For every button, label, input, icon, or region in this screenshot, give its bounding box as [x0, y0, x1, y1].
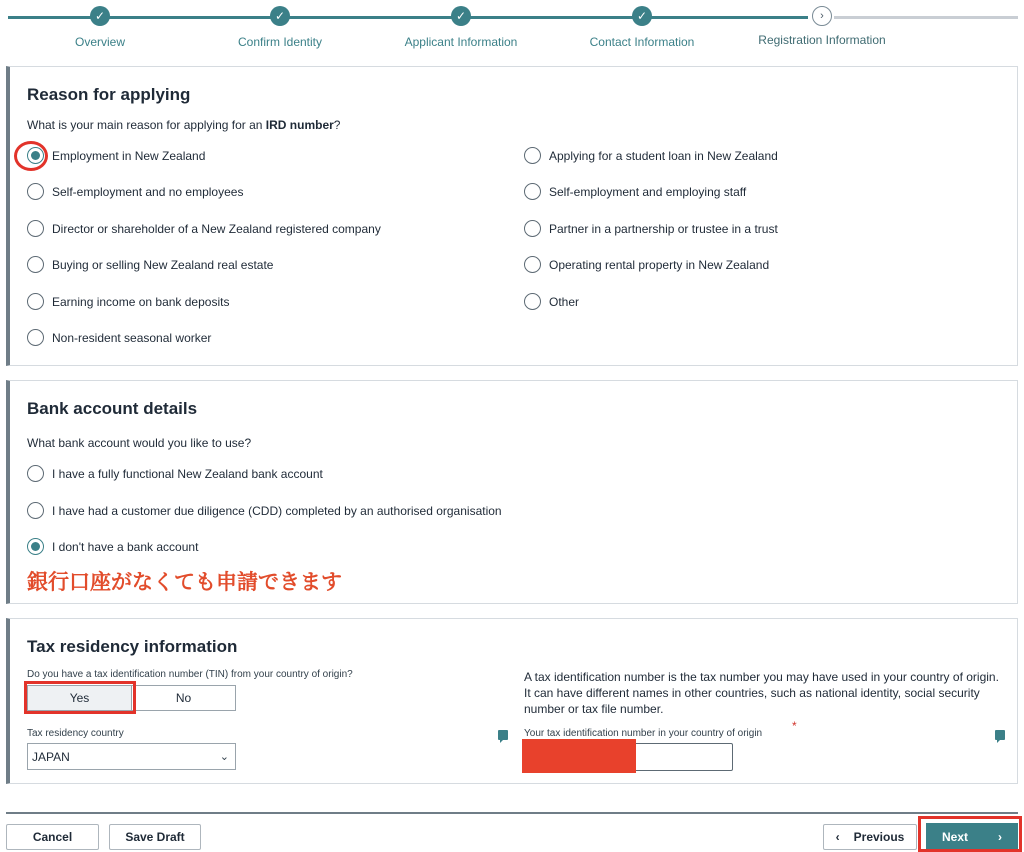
radio-button[interactable] — [524, 147, 541, 164]
annotation-box — [918, 816, 1022, 852]
radio-label: Non-resident seasonal worker — [52, 330, 212, 345]
radio-label: Earning income on bank deposits — [52, 294, 230, 309]
radio-label: Director or shareholder of a New Zealand registered company — [52, 221, 381, 236]
radio-partnership-trust[interactable] — [524, 220, 778, 237]
country-value: JAPAN — [32, 749, 70, 764]
progress-stepper — [0, 0, 1024, 60]
radio-label: I have a fully functional New Zealand bank account — [52, 466, 323, 481]
save-draft-button[interactable]: Save Draft — [109, 824, 201, 850]
chevron-down-icon: ⌄ — [219, 751, 229, 763]
radio-seasonal-worker[interactable] — [27, 329, 211, 346]
check-icon: ✓ — [451, 6, 471, 26]
radio-other[interactable] — [524, 293, 579, 310]
step-label: Overview — [74, 35, 125, 49]
radio-button[interactable] — [524, 293, 541, 310]
section-title: Reason for applying — [27, 85, 191, 104]
radio-cdd-completed[interactable] — [27, 502, 502, 519]
country-select[interactable] — [27, 743, 236, 770]
radio-button[interactable] — [27, 220, 44, 237]
cancel-button[interactable]: Cancel — [6, 824, 99, 850]
annotation-circle — [14, 141, 48, 171]
radio-self-employment-staff[interactable] — [524, 183, 746, 200]
previous-label: Previous — [853, 830, 905, 844]
radio-real-estate[interactable] — [27, 256, 273, 273]
radio-no-bank-account[interactable] — [27, 538, 198, 555]
country-label: Tax residency country — [27, 728, 124, 739]
previous-button[interactable] — [823, 824, 917, 850]
bank-card — [6, 380, 1018, 604]
tin-question: Do you have a tax identification number (TIN) from your country of origin? — [27, 669, 353, 680]
yes-option[interactable]: Yes — [28, 686, 132, 710]
step-contact-information[interactable] — [552, 6, 732, 49]
radio-button[interactable] — [27, 256, 44, 273]
bank-question: What bank account would you like to use? — [27, 436, 252, 450]
tax-card — [6, 618, 1018, 784]
step-label: Applicant Information — [404, 35, 518, 49]
radio-nz-bank-account[interactable] — [27, 465, 323, 482]
chevron-right-icon: › — [998, 829, 1002, 844]
radio-label: Operating rental property in New Zealand — [549, 257, 770, 272]
radio-label: Applying for a student loan in New Zealand — [549, 148, 778, 163]
required-marker: * — [792, 719, 797, 733]
radio-button[interactable] — [27, 293, 44, 310]
annotation-box — [24, 681, 136, 714]
radio-label: Partner in a partnership or trustee in a trust — [549, 221, 778, 236]
redaction-block — [522, 739, 636, 773]
step-label: Registration Information — [758, 33, 886, 47]
radio-button[interactable] — [27, 502, 44, 519]
help-icon[interactable] — [498, 730, 508, 740]
radio-button[interactable] — [27, 465, 44, 482]
check-icon: ✓ — [270, 6, 290, 26]
step-registration-information — [732, 6, 912, 47]
radio-label: Other — [549, 294, 580, 309]
radio-button[interactable] — [524, 256, 541, 273]
radio-director-shareholder[interactable] — [27, 220, 381, 237]
annotation-text: 銀行口座がなくても申請できます — [27, 571, 342, 594]
reason-question: What is your main reason for applying for an IRD number? — [27, 118, 341, 132]
reason-card — [6, 66, 1018, 366]
radio-bank-deposits[interactable] — [27, 293, 229, 310]
tin-field-label: Your tax identification number in your country of origin — [524, 728, 763, 739]
radio-label: Employment in New Zealand — [52, 148, 206, 163]
radio-label: Buying or selling New Zealand real estate — [52, 257, 274, 272]
radio-rental-property[interactable] — [524, 256, 769, 273]
step-label: Confirm Identity — [237, 35, 323, 49]
help-icon[interactable] — [995, 730, 1005, 740]
section-title: Bank account details — [27, 399, 198, 418]
radio-button[interactable] — [524, 220, 541, 237]
radio-label: Self-employment and employing staff — [549, 184, 747, 199]
step-label: Contact Information — [589, 35, 695, 49]
step-overview[interactable] — [10, 6, 190, 49]
radio-employment[interactable] — [27, 147, 205, 164]
no-option[interactable]: No — [175, 691, 192, 705]
chevron-right-icon: › — [812, 6, 832, 26]
radio-label: I have had a customer due diligence (CDD) completed by an authorised organisation — [52, 503, 502, 518]
check-icon: ✓ — [632, 6, 652, 26]
footer-divider — [6, 812, 1018, 814]
step-confirm-identity[interactable] — [190, 6, 370, 49]
radio-student-loan[interactable] — [524, 147, 778, 164]
check-icon: ✓ — [90, 6, 110, 26]
radio-button[interactable] — [27, 183, 44, 200]
radio-button[interactable] — [27, 329, 44, 346]
radio-button[interactable] — [524, 183, 541, 200]
radio-self-employment-no-employees[interactable] — [27, 183, 243, 200]
next-label: Next — [941, 829, 968, 844]
section-title: Tax residency information — [27, 637, 238, 656]
tin-info-text: A tax identification number is the tax number you may have used in your country of origin. It can have different names in other countries, such as national identity, social security number or tax file number. — [524, 670, 999, 716]
radio-label: I don't have a bank account — [52, 539, 199, 554]
radio-label: Self-employment and no employees — [52, 184, 244, 199]
step-applicant-information[interactable] — [371, 6, 551, 49]
chevron-left-icon: ‹ — [835, 830, 840, 844]
radio-button[interactable] — [27, 538, 44, 555]
